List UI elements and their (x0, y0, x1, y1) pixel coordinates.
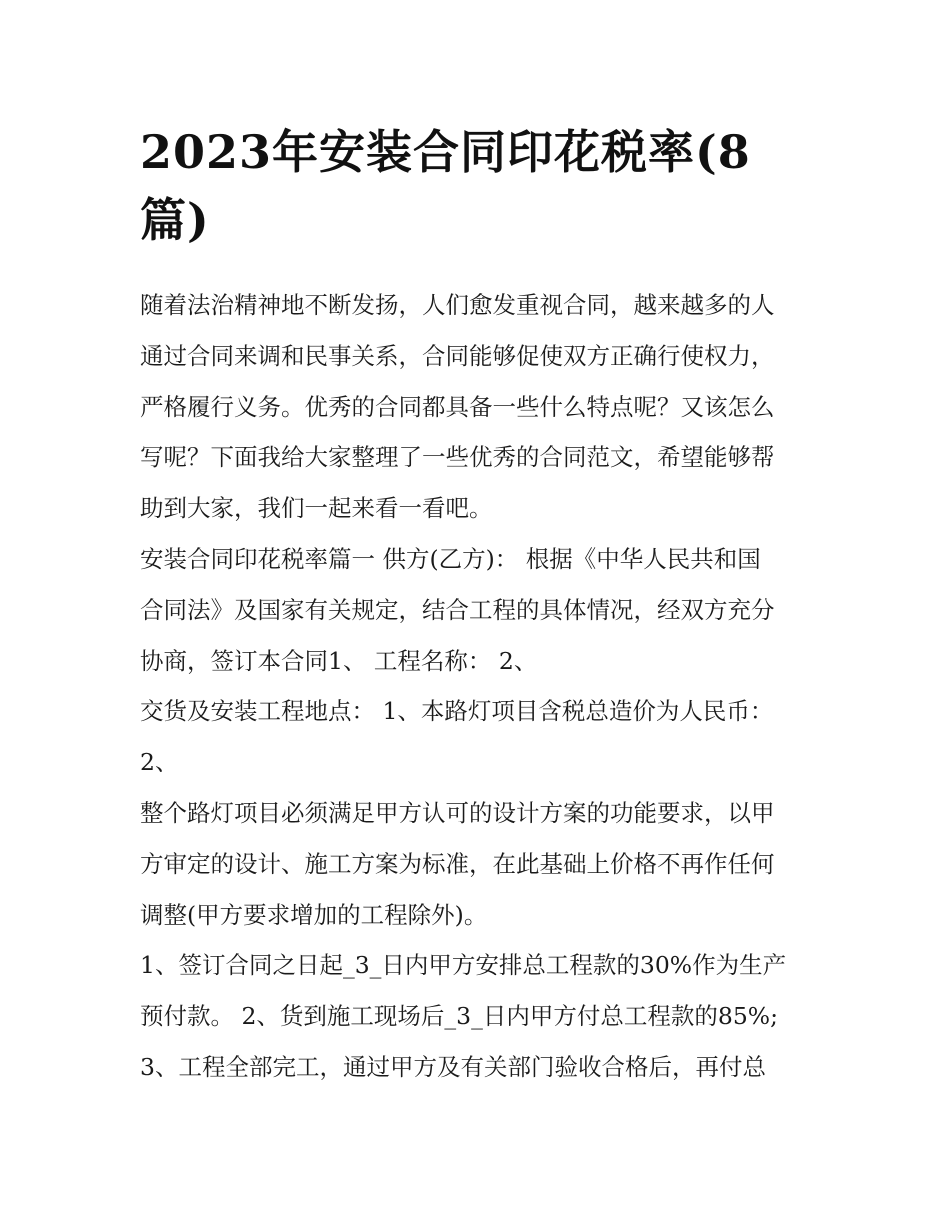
body-line: 预付款。 2、货到施工现场后_3_日内甲方付总工程款的85%; (140, 1002, 779, 1031)
body-line: 整个路灯项目必须满足甲方认可的设计方案的功能要求，以甲 (140, 798, 775, 827)
body-line: 随着法治精神地不断发扬，人们愈发重视合同，越来越多的人 (140, 291, 775, 319)
body-line: 写呢？下面我给大家整理了一些优秀的合同范文，希望能够帮 (140, 443, 775, 472)
body-line: 方审定的设计、施工方案为标准，在此基础上价格不再作任何 (140, 849, 775, 878)
document-body (140, 280, 820, 1093)
body-line: 3、工程全部完工，通过甲方及有关部门验收合格后，再付总 (140, 1052, 766, 1081)
title-line: 篇) (140, 193, 210, 247)
body-line: 交货及安装工程地点： 1、本路灯项目含税总造价为人民币： (140, 697, 774, 726)
body-line: 协商，签订本合同1、 工程名称： 2、 (140, 646, 538, 675)
body-line: 助到大家，我们一起来看一看吧。 (140, 494, 493, 523)
body-line: 1、签订合同之日起_3_日内甲方安排总工程款的30%作为生产 (140, 951, 787, 980)
document-title (140, 118, 820, 254)
title-line: 2023年安装合同印花税率(8 (140, 125, 751, 179)
body-line: 通过合同来调和民事关系，合同能够促使双方正确行使权力， (140, 341, 775, 370)
body-line: 安装合同印花税率篇一 供方(乙方)： 根据《中华人民共和国 (140, 544, 761, 573)
body-line: 调整(甲方要求增加的工程除外)。 (140, 900, 488, 929)
body-line: 严格履行义务。优秀的合同都具备一些什么特点呢？又该怎么 (140, 392, 775, 421)
body-line: 合同法》及国家有关规定，结合工程的具体情况，经双方充分 (140, 595, 775, 624)
body-line: 2、 (140, 748, 179, 777)
